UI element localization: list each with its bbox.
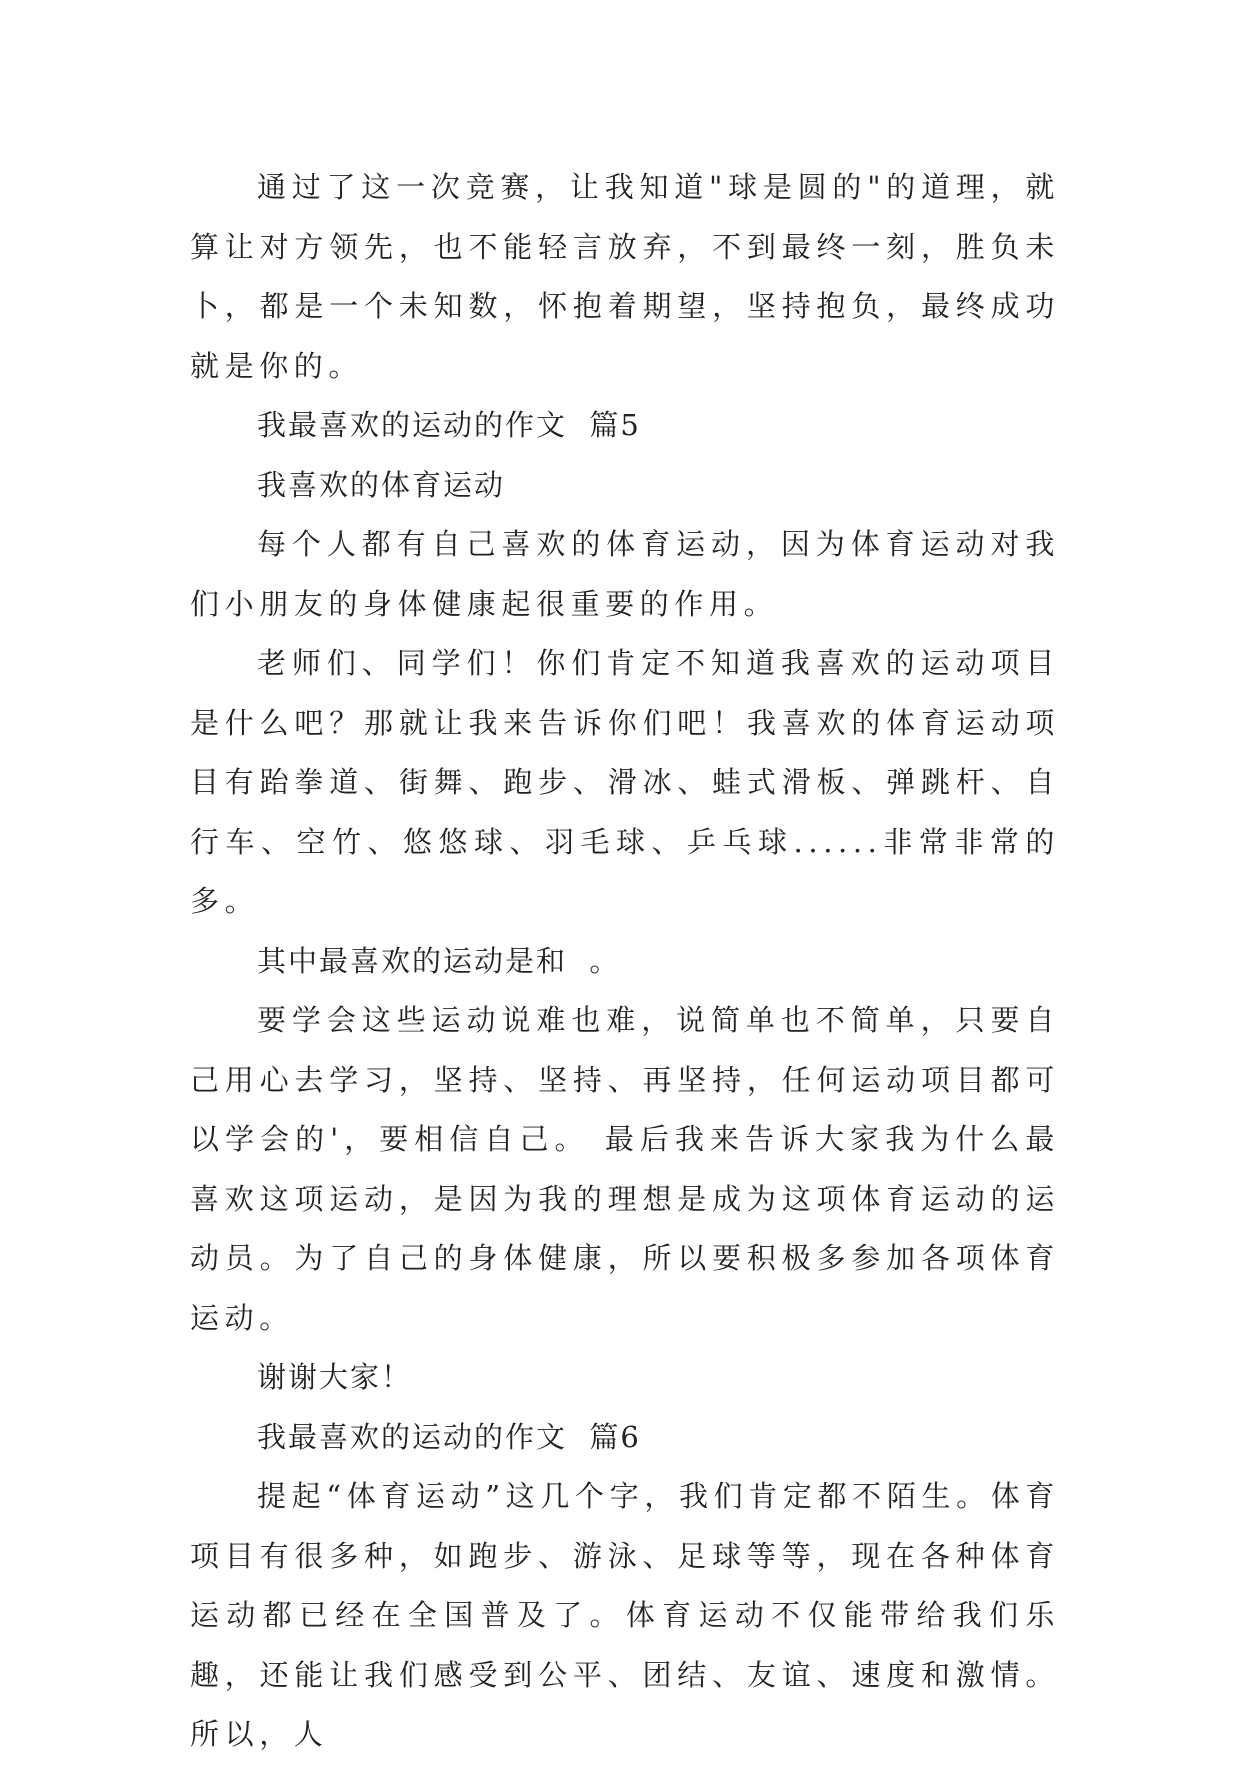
paragraph-thanks: 谢谢大家！ [257,1360,413,1394]
paragraph-intro: 每个人都有自己喜欢的体育运动，因为体育运动对我们小朋友的身体健康起很重要的作用。 [190,527,1060,621]
paragraph-sports-benefits: 提起“体育运动”这几个字，我们肯定都不陌生。体育项目有很多种，如跑步、游泳、足球等等，现在各种体育运动都已经在全国普及了。体育运动不仅能带给我们乐趣，还能让我们感受到公平、团结、友谊、速度和激情。所以，人 [190,1479,1060,1751]
paragraph-favorite: 其中最喜欢的运动是和 。 [257,943,621,978]
paragraph-conclusion: 通过了这一次竞赛，让我知道"球是圆的"的道理，就算让对方领先，也不能轻言放弃，不到最终一刻，胜负未卜，都是一个未知数，怀抱着期望，坚持抱负，最终成功就是你的。 [190,170,1060,383]
essay-heading-6: 我最喜欢的运动的作文 篇6 [257,1419,641,1454]
paragraph-sports-list: 老师们、同学们！你们肯定不知道我喜欢的运动项目是什么吧？那就让我来告诉你们吧！我喜欢的体育运动项目有跆拳道、街舞、跑步、滑冰、蛙式滑板、弹跳杆、自行车、空竹、悠悠球、羽毛球、乒乓球......非常非常的多。 [190,646,1060,918]
paragraph-learning: 要学会这些运动说难也难，说简单也不简单，只要自己用心去学习，坚持、坚持、再坚持，任何运动项目都可以学会的'，要相信自己。 最后我来告诉大家我为什么最喜欢这项运动，是因为我的理想是成为这项体育运动的运动员。为了自己的身体健康，所以要积极多参加各项体育运动。 [190,1003,1060,1335]
document-body [190,158,1060,1765]
essay-heading-5: 我最喜欢的运动的作文 篇5 [257,408,641,442]
essay-title: 我喜欢的体育运动 [257,467,506,502]
